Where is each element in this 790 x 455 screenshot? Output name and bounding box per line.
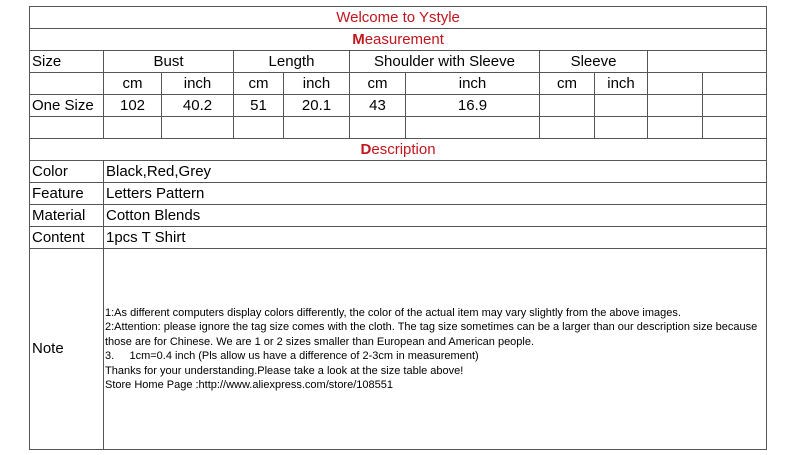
unit-cell: cm [350,73,406,95]
unit-cell: cm [104,73,162,95]
description-value: 1pcs T Shirt [104,227,767,249]
description-value: Cotton Blends [104,205,767,227]
measurement-cell: 16.9 [406,95,540,117]
measurement-cell: 20.1 [284,95,350,117]
unit-cell: inch [162,73,234,95]
empty-cell [162,117,234,139]
empty-cell [648,117,703,139]
description-row-content [30,227,767,249]
description-row-feature [30,183,767,205]
description-value: Black,Red,Grey [104,161,767,183]
note-line-1: 1:As different computers display colors differently, the color of the actual item may vary slightly from the above images. [105,306,681,319]
empty-cell [595,117,648,139]
description-label: Color [30,161,104,183]
measurement-cell [648,95,703,117]
measurement-cell: 43 [350,95,406,117]
empty-cell [703,117,767,139]
length-header: Length [234,51,350,73]
note-line-5: Store Home Page :http://www.aliexpress.com/store/108551 [105,379,393,391]
description-heading-initial: D [360,140,372,158]
size-header: Size [30,51,104,73]
size-header-row [30,51,767,73]
unit-cell: inch [406,73,540,95]
empty-cell [350,117,406,139]
product-info-table [29,6,767,450]
note-text [104,249,767,450]
note-line-4: Thanks for your understanding.Please take a look at the size table above! [105,364,464,377]
unit-cell [648,73,703,95]
measurement-heading [30,29,767,51]
note-line-2: 2:Attention: please ignore the tag size comes with the cloth. The tag size sometimes can be a larger than our description size because those are for Chinese. We are 1 or 2 sizes smaller than European and American people. [105,321,758,348]
empty-cell [104,117,162,139]
bust-header: Bust [104,51,234,73]
measurement-heading-rest: easurement [364,30,444,48]
page-title: Welcome to Ystyle [30,7,767,29]
empty-cell [406,117,540,139]
description-row-color [30,161,767,183]
empty-cell [540,117,595,139]
measurement-heading-initial: M [352,30,365,48]
unit-cell: cm [234,73,284,95]
empty-cell [30,117,104,139]
empty-cell [284,117,350,139]
measurement-cell [595,95,648,117]
description-heading [30,139,767,161]
note-line-3: 3. 1cm=0.4 inch (Pls allow us have a difference of 2-3cm in measurement) [105,350,479,362]
unit-cell: inch [595,73,648,95]
sleeve-header: Sleeve [540,51,648,73]
size-row [30,95,767,117]
description-heading-rest: escription [371,140,436,158]
description-value: Letters Pattern [104,183,767,205]
measurement-cell [540,95,595,117]
measurement-cell [703,95,767,117]
blank-row [30,117,767,139]
note-label: Note [30,249,104,450]
unit-cell: inch [284,73,350,95]
empty-cell [30,73,104,95]
description-label: Content [30,227,104,249]
measurement-cell: 51 [234,95,284,117]
unit-cell: cm [540,73,595,95]
description-label: Material [30,205,104,227]
description-label: Feature [30,183,104,205]
description-row-material [30,205,767,227]
empty-header-cell [648,51,767,73]
measurement-cell: 40.2 [162,95,234,117]
units-row [30,73,767,95]
unit-cell [703,73,767,95]
shoulder-header: Shoulder with Sleeve [350,51,540,73]
empty-cell [234,117,284,139]
measurement-cell: 102 [104,95,162,117]
size-name-cell: One Size [30,95,104,117]
note-row [30,249,767,450]
